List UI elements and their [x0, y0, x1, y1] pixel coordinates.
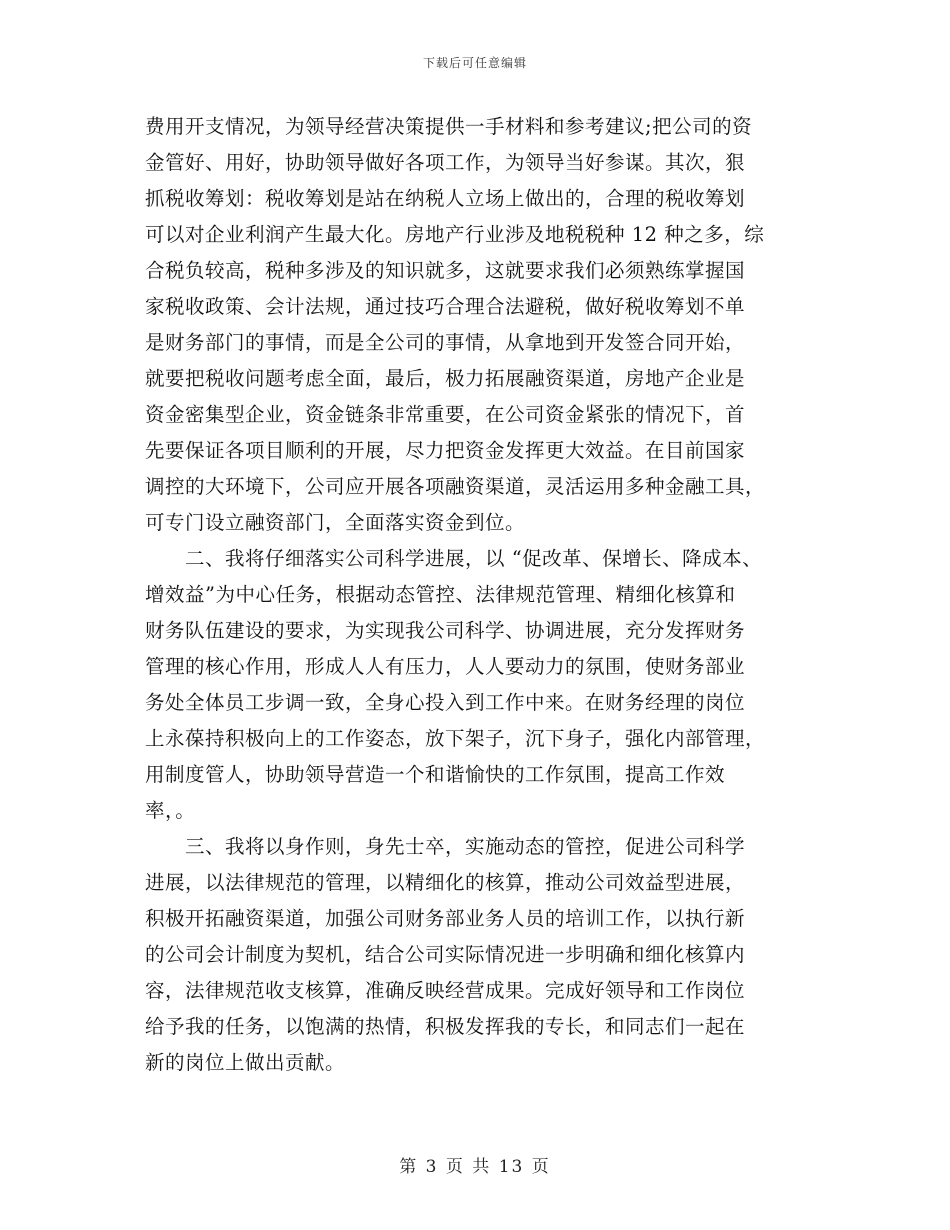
text-line: 进展，以法律规范的管理，以精细化的核算，推动公司效益型进展，: [145, 871, 746, 894]
text-line: 新的岗位上做出贡献。: [145, 1051, 346, 1074]
text-line: 上永葆持积极向上的工作姿态，放下架子，沉下身子，强化内部管理，: [145, 727, 766, 750]
text-line: 积极开拓融资渠道，加强公司财务部业务人员的培训工作，以执行新: [145, 907, 746, 930]
text-line: 调控的大环境下，公司应开展各项融资渠道，灵活运用多种金融工具，: [145, 475, 766, 498]
text-line: 用制度管人，协助领导营造一个和谐愉快的工作氛围，提高工作效: [145, 763, 726, 786]
text-line: 务处全体员工步调一致，全身心投入到工作中来。在财务经理的岗位: [145, 691, 746, 714]
text-line: 就要把税收问题考虑全面，最后，极力拓展融资渠道，房地产企业是: [145, 367, 746, 390]
text-line: 二、我将仔细落实公司科学进展，以 “促改革、保增长、降成本、: [145, 547, 763, 570]
document-body: [145, 109, 815, 1081]
text-line: 费用开支情况，为领导经营决策提供一手材料和参考建议;把公司的资: [145, 115, 753, 138]
page-header: 下载后可任意编辑: [422, 56, 527, 70]
text-line: 管理的核心作用，形成人人有压力，人人要动力的氛围，使财务部业: [145, 655, 746, 678]
text-line: 家税收政策、会计法规，通过技巧合理合法避税，做好税收筹划不单: [145, 295, 746, 318]
text-line: 的公司会计制度为契机，结合公司实际情况进一步明确和细化核算内: [145, 943, 746, 966]
text-line: 可以对企业利润产生最大化。房地产行业涉及地税税种 12 种之多，综: [145, 223, 765, 246]
text-line: 率，。: [145, 799, 196, 822]
text-line: 金管好、用好，协助领导做好各项工作，为领导当好参谋。其次，狠: [145, 151, 746, 174]
text-line: 先要保证各项目顺利的开展，尽力把资金发挥更大效益。在目前国家: [145, 439, 746, 462]
text-line: 容，法律规范收支核算，准确反映经营成果。完成好领导和工作岗位: [145, 979, 746, 1002]
text-line: 抓税收筹划：税收筹划是站在纳税人立场上做出的，合理的税收筹划: [145, 187, 746, 210]
text-line: 给予我的任务，以饱满的热情，积极发挥我的专长，和同志们一起在: [145, 1015, 746, 1038]
text-line: 增效益”为中心任务，根据动态管控、法律规范管理、精细化核算和: [145, 583, 736, 606]
text-line: 财务队伍建设的要求，为实现我公司科学、协调进展，充分发挥财务: [145, 619, 746, 642]
page-number: 第 3 页 共 13 页: [399, 1157, 551, 1177]
text-line: 三、我将以身作则，身先士卒，实施动态的管控，促进公司科学: [145, 835, 746, 858]
text-line: 资金密集型企业，资金链条非常重要，在公司资金紧张的情况下，首: [145, 403, 746, 426]
text-line: 是财务部门的事情，而是全公司的事情，从拿地到开发签合同开始，: [145, 331, 746, 354]
text-line: 可专门设立融资部门，全面落实资金到位。: [145, 511, 526, 534]
text-line: 合税负较高，税种多涉及的知识就多，这就要求我们必须熟练掌握国: [145, 259, 746, 282]
